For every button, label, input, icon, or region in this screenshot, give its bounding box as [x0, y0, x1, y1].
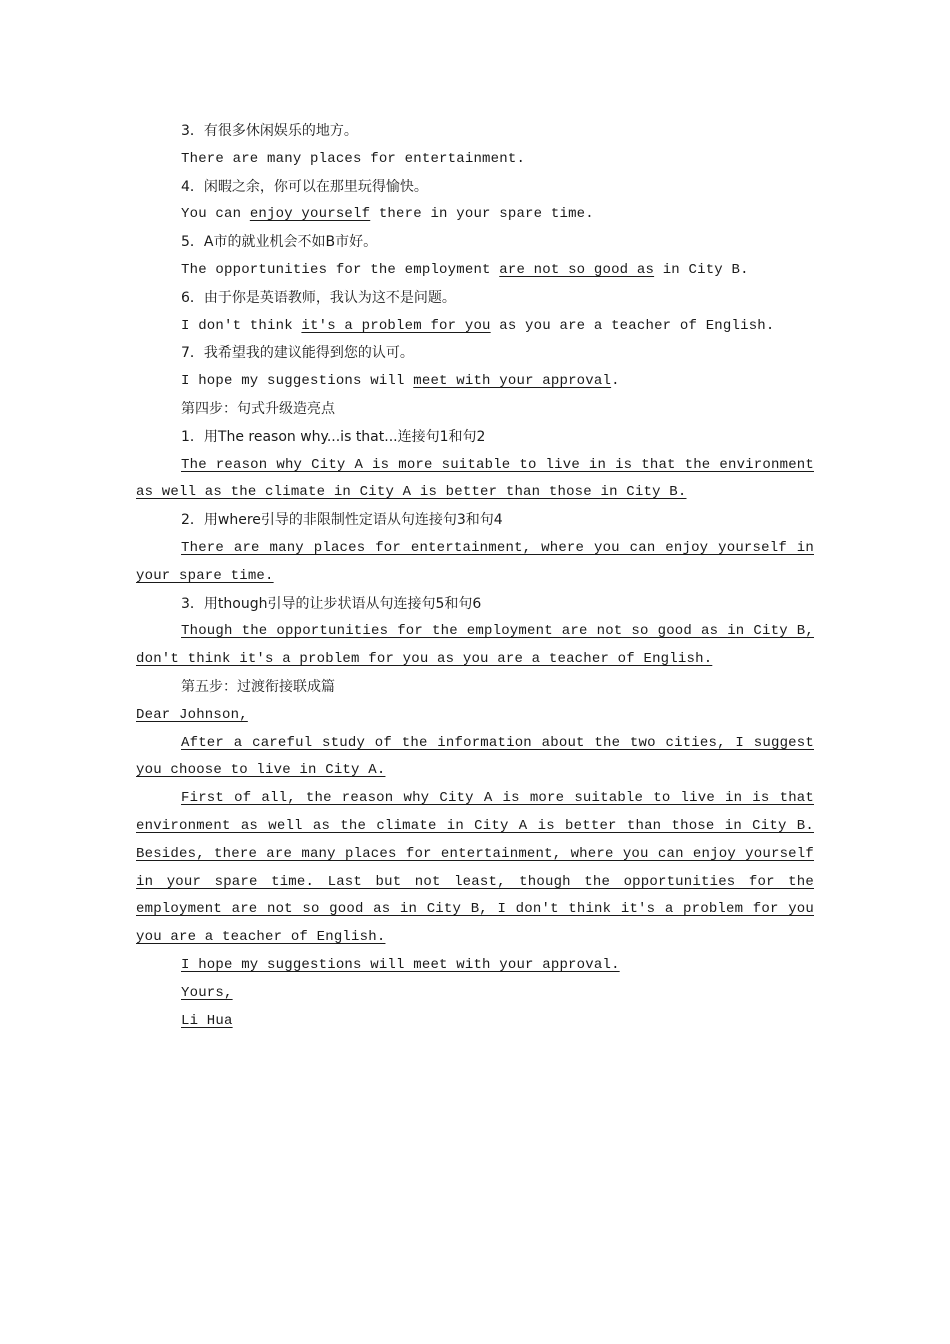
- answer-line: There are many places for entertainment, where you can enjoy yourself in: [181, 539, 814, 556]
- item-5-text-pre: The opportunities for the employment: [181, 261, 500, 278]
- paragraph-line: First of all, the reason why City A is more suitable to live in is that: [181, 790, 814, 807]
- step4-answer-3: [136, 618, 814, 674]
- item-3-chinese: 3．有很多休闲娱乐的地方。: [181, 123, 358, 139]
- paragraph-line: employment are not so good as in City B, I don't think it's a problem for you: [136, 901, 814, 918]
- item-5-english: [136, 257, 814, 285]
- step4-answer-1: [136, 452, 814, 508]
- item-4-chinese: 4．闲暇之余，你可以在那里玩得愉快。: [181, 178, 428, 195]
- letter-greeting: Dear Johnson,: [136, 706, 248, 723]
- step4-question-2: 2．用where引导的非限制性定语从句连接句3和句4: [181, 512, 503, 529]
- item-7-text-post: .: [611, 373, 620, 390]
- item-5-text-post: in City B.: [654, 261, 749, 278]
- letter-paragraph-1: [136, 730, 814, 786]
- item-6-answer: it's a problem for you: [301, 317, 491, 334]
- item-4-english: [136, 201, 814, 229]
- item-7-answer: meet with your approval: [413, 373, 612, 390]
- item-7-chinese: 7．我希望我的建议能得到您的认可。: [181, 345, 414, 362]
- item-3-english: [136, 146, 814, 174]
- paragraph-line: you choose to live in City A.: [136, 762, 386, 779]
- step4-heading: 第四步：句式升级造亮点: [181, 400, 335, 417]
- item-4-text-post: there in your spare time.: [370, 206, 594, 223]
- item-4-text-pre: You can: [181, 206, 250, 223]
- answer-line: Though the opportunities for the employment are not so good as in City B,: [181, 623, 814, 640]
- item-4-answer: enjoy yourself: [249, 206, 371, 223]
- paragraph-line: in your spare time. Last but not least, though the opportunities for the: [136, 873, 814, 890]
- step4-answer-2: [136, 535, 814, 591]
- item-6-text-post: as you are a teacher of English.: [490, 317, 775, 334]
- step5-heading: 第五步：过渡衔接联成篇: [181, 678, 335, 695]
- item-5-answer: are not so good as: [499, 261, 655, 278]
- paragraph-line: Besides, there are many places for entertainment, where you can enjoy yourself: [136, 845, 814, 862]
- item-6-english: [136, 313, 814, 341]
- item-7-english: [136, 368, 814, 396]
- answer-line: The reason why City A is more suitable to live in is that the environment: [181, 456, 814, 473]
- item-5-chinese: 5．A市的就业机会不如B市好。: [181, 234, 378, 251]
- item-6-text-pre: I don't think: [181, 317, 302, 334]
- document-page: [136, 118, 814, 1035]
- step4-question-1: 1．用The reason why...is that...连接句1和句2: [181, 428, 486, 445]
- letter-signature: Li Hua: [181, 1012, 233, 1029]
- paragraph-line: you are a teacher of English.: [136, 929, 386, 946]
- letter-paragraph-2: [136, 785, 814, 952]
- step4-question-3: 3．用though引导的让步状语从句连接句5和句6: [181, 595, 482, 612]
- letter-closing: Yours,: [181, 984, 233, 1001]
- letter-paragraph-3: I hope my suggestions will meet with your approval.: [181, 956, 620, 973]
- paragraph-line: After a careful study of the information about the two cities, I suggest: [181, 734, 814, 751]
- answer-line: don't think it's a problem for you as you are a teacher of English.: [136, 651, 713, 668]
- item-7-text-pre: I hope my suggestions will: [181, 373, 414, 390]
- item-6-chinese: 6．由于你是英语教师，我认为这不是问题。: [181, 289, 456, 306]
- paragraph-line: environment as well as the climate in City A is better than those in City B.: [136, 817, 814, 834]
- answer-line: your spare time.: [136, 567, 274, 584]
- item-3-text: There are many places for entertainment.: [181, 150, 526, 167]
- answer-line: as well as the climate in City A is better than those in City B.: [136, 484, 687, 501]
